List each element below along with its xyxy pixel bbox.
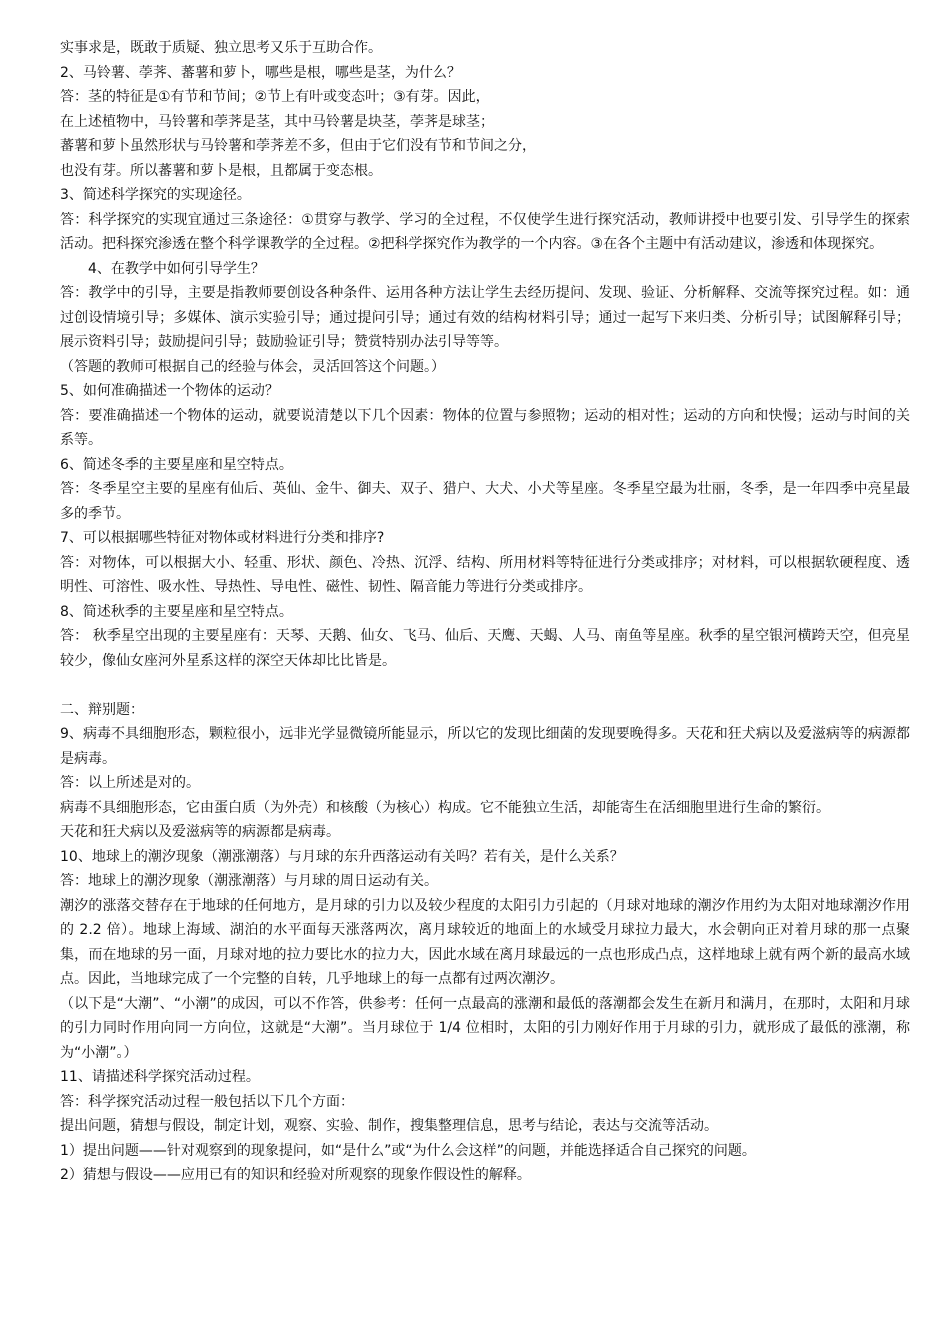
question-3: 3、简述科学探究的实现途径。 [60, 187, 251, 203]
list-item: 2）猜想与假设——应用已有的知识和经验对所观察的现象作假设性的解释。 [60, 1167, 531, 1183]
answer-line: 答：地球上的潮汐现象（潮涨潮落）与月球的周日运动有关。 [60, 873, 438, 889]
question-10: 10、地球上的潮汐现象（潮涨潮落）与月球的东升西落运动有关吗？若有关，是什么关系？ [60, 848, 624, 865]
question-4: 4、在教学中如何引导学生？ [88, 260, 265, 277]
answer-paragraph: 答： 秋季星空出现的主要星座有：天琴、天鹅、仙女、飞马、仙后、天鹰、天蝎、人马、南鱼等星座。秋季的星空银河横跨天空，但亮星较少，像仙女座河外星系这样的深空天体却比比皆是。 [60, 628, 910, 669]
answer-paragraph: 答：冬季星空主要的星座有仙后、英仙、金牛、御夫、双子、猎户、大犬、小犬等星座。冬季星空最为壮丽，冬季，是一年四季中亮星最多的季节。 [60, 481, 910, 522]
answer-line: 在上述植物中，马铃薯和荸荠是茎，其中马铃薯是块茎，荸荠是球茎； [60, 113, 494, 130]
answer-line: 天花和狂犬病以及爱滋病等的病源都是病毒。 [60, 824, 340, 840]
question-11: 11、请描述科学探究活动过程。 [60, 1069, 260, 1085]
answer-line: 答：以上所述是对的。 [60, 775, 200, 791]
section-heading: 二、辩别题： [60, 701, 144, 718]
list-item: 1）提出问题——针对观察到的现象提问，如“是什么”或“为什么会这样”的问题，并能选择适合自己探究的问题。 [60, 1142, 756, 1159]
answer-line: 也没有芽。所以蕃薯和萝卜是根，且都属于变态根。 [60, 162, 382, 179]
document-page [60, 36, 910, 1188]
answer-paragraph: 病毒不具细胞形态，它由蛋白质（为外壳）和核酸（为核心）构成。它不能独立生活，却能寄生在活细胞里进行生命的繁衍。 [60, 799, 830, 816]
answer-line: 蕃薯和萝卜虽然形状与马铃薯和荸荠差不多，但由于它们没有节和节间之分， [60, 138, 536, 154]
answer-paragraph: 答：对物体，可以根据大小、轻重、形状、颜色、冷热、沉浮、结构、所用材料等特征进行分类或排序；对材料，可以根据软硬程度、透明性、可溶性、吸水性、导热性、导电性、磁性、韧性、隔音能力等进行分类或排序。 [60, 554, 910, 595]
blank-line [60, 673, 910, 698]
question-7: 7、可以根据哪些特征对物体或材料进行分类和排序? [60, 530, 385, 546]
answer-line: 答：科学探究活动过程一般包括以下几个方面： [60, 1093, 354, 1110]
answer-paragraph: 答：要准确描述一个物体的运动，就要说清楚以下几个因素：物体的位置与参照物；运动的相对性；运动的方向和快慢；运动与时间的关系等。 [60, 407, 910, 448]
answer-line: 答：茎的特征是①有节和节间；②节上有叶或变态叶；③有芽。因此， [60, 89, 490, 105]
answer-paragraph: 潮汐的涨落交替存在于地球的任何地方，是月球的引力以及较少程度的太阳引力引起的（月球对地球的潮汐作用约为太阳对地球潮汐作用的 2.2 倍）。地球上海域、湖泊的水平面每天涨落两次，离月球较近的地面上的水域受月球拉力最大，水会朝向正对着月球的那一点聚集，而在地球的另一面，月球对地的拉力要比水的拉力大，因此水域在离月球最远的一点也形成凸点，这样地球上就有两个新的最高水域点。因此，当地球完成了一个完整的自转，几乎地球上的每一点都有过两次潮汐。 [60, 897, 910, 987]
question-5: 5、如何准确描述一个物体的运动？ [60, 383, 279, 399]
question-8: 8、简述秋季的主要星座和星空特点。 [60, 603, 293, 620]
note-line: （答题的教师可根据自己的经验与体会，灵活回答这个问题。） [60, 358, 445, 375]
question-2: 2、马铃薯、荸荠、蕃薯和萝卜，哪些是根，哪些是茎，为什么？ [60, 64, 461, 81]
question-9: 9、病毒不具细胞形态，颗粒很小，远非光学显微镜所能显示，所以它的发现比细菌的发现要晚得多。天花和狂犬病以及爱滋病等的病源都是病毒。 [60, 726, 910, 767]
answer-line: 提出问题，猜想与假设，制定计划，观察、实验、制作，搜集整理信息，思考与结论，表达与交流等活动。 [60, 1118, 718, 1134]
answer-paragraph: 答：科学探究的实现宜通过三条途径：①贯穿与教学、学习的全过程，不仅使学生进行探究活动，教师讲授中也要引发、引导学生的探索活动。把科探究渗透在整个科学课教学的全过程。②把科学探究作为教学的一个内容。③在各个主题中有活动建议，渗透和体现探究。 [60, 211, 910, 252]
question-6: 6、简述冬季的主要星座和星空特点。 [60, 456, 293, 473]
answer-paragraph: 答：教学中的引导，主要是指教师要创设各种条件、运用各种方法让学生去经历提问、发现、验证、分析解释、交流等探究过程。如：通过创设情境引导；多媒体、演示实验引导；通过提问引导；通过有效的结构材料引导；通过一起写下来归类、分析引导；试图解释引导；展示资料引导；鼓励提问引导；鼓励验证引导；赞赏特别办法引导等等。 [60, 285, 910, 350]
note-paragraph: （以下是“大潮”、“小潮”的成因，可以不作答，供参考：任何一点最高的涨潮和最低的落潮都会发生在新月和满月，在那时，太阳和月球的引力同时作用向同一方向位，这就是“大潮”。当月球位于 1/4 位相时，太阳的引力刚好作用于月球的引力，就形成了最低的涨潮，称为“小潮”。） [60, 995, 910, 1061]
text-line: 实事求是，既敢于质疑、独立思考又乐于互助合作。 [60, 40, 382, 56]
